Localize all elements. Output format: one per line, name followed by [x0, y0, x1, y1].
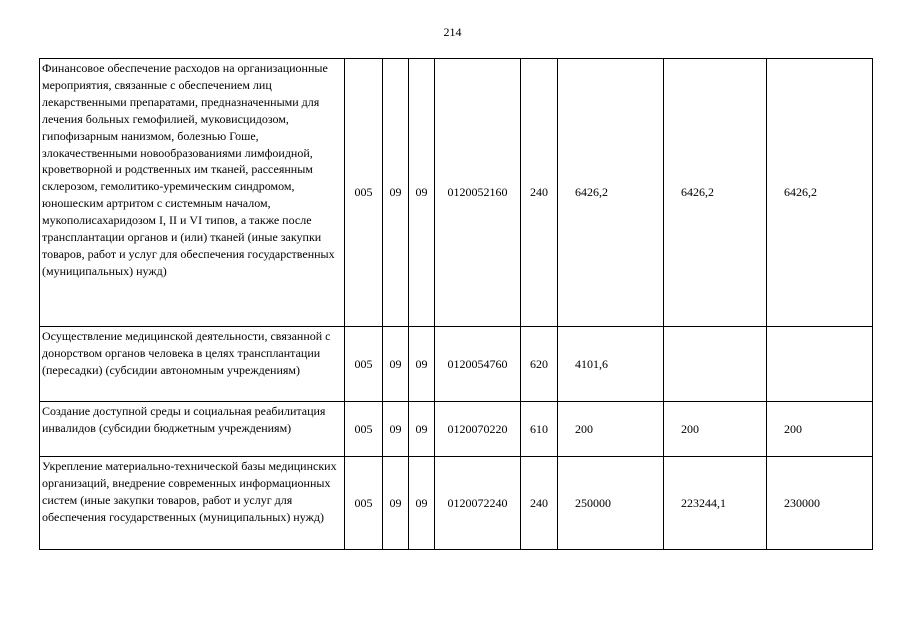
- amount-year-3-cell: 200: [767, 402, 873, 457]
- section-code-cell: 09: [383, 402, 409, 457]
- amount-year-3-cell: 6426,2: [767, 59, 873, 327]
- subsection-code-cell: 09: [409, 327, 435, 402]
- amount-year-2-cell: 223244,1: [664, 457, 767, 550]
- ministry-code-cell: 005: [345, 457, 383, 550]
- expense-type-cell: 240: [521, 457, 558, 550]
- subsection-code-cell: 09: [409, 402, 435, 457]
- page-number: 214: [443, 25, 462, 39]
- row-name-cell: Осуществление медицинской деятельности, связанной с донорством органов человека в целях трансплантации (пересадки) (субсидии автономным учреждениям): [40, 327, 345, 402]
- row-name-cell: Укрепление материально-технической базы медицинских организаций, внедрение современных информационных систем (иные закупки товаров, работ и услуг для обеспечения государственных (муниципальных) нужд): [40, 457, 345, 550]
- expense-type-cell: 610: [521, 402, 558, 457]
- target-article-cell: 0120054760: [435, 327, 521, 402]
- target-article-cell: 0120072240: [435, 457, 521, 550]
- expense-type-cell: 620: [521, 327, 558, 402]
- amount-year-2-cell: 200: [664, 402, 767, 457]
- amount-year-1-cell: 200: [558, 402, 664, 457]
- amount-year-1-cell: 4101,6: [558, 327, 664, 402]
- section-code-cell: 09: [383, 327, 409, 402]
- budget-table: [39, 58, 873, 550]
- amount-year-2-cell: 6426,2: [664, 59, 767, 327]
- amount-year-3-cell: [767, 327, 873, 402]
- section-code-cell: 09: [383, 59, 409, 327]
- amount-year-3-cell: 230000: [767, 457, 873, 550]
- amount-year-2-cell: [664, 327, 767, 402]
- amount-year-1-cell: 250000: [558, 457, 664, 550]
- subsection-code-cell: 09: [409, 457, 435, 550]
- section-code-cell: 09: [383, 457, 409, 550]
- row-name-cell: Создание доступной среды и социальная реабилитация инвалидов (субсидии бюджетным учреждениям): [40, 402, 345, 457]
- target-article-cell: 0120070220: [435, 402, 521, 457]
- table-row: [40, 327, 873, 402]
- row-name-cell: Финансовое обеспечение расходов на организационные мероприятия, связанные с обеспечением лиц лекарственными препаратами, предназначенными для лечения больных гемофилией, муковисцидозом, гипофизарным нанизмом, болезнью Гоше, злокачественными новообразованиями лимфоидной, кроветворной и родственных им тканей, рассеянным склерозом, гемолитико-уремическим синдромом, юношеским артритом с системным началом, мукополисахаридозом I, II и VI типов, а также после трансплантации органов и (или) тканей (иные закупки товаров, работ и услуг для обеспечения государственных (муниципальных) нужд): [40, 59, 345, 327]
- expense-type-cell: 240: [521, 59, 558, 327]
- ministry-code-cell: 005: [345, 327, 383, 402]
- table-row: [40, 59, 873, 327]
- subsection-code-cell: 09: [409, 59, 435, 327]
- amount-year-1-cell: 6426,2: [558, 59, 664, 327]
- ministry-code-cell: 005: [345, 59, 383, 327]
- table-row: [40, 457, 873, 550]
- table-row: [40, 402, 873, 457]
- ministry-code-cell: 005: [345, 402, 383, 457]
- target-article-cell: 0120052160: [435, 59, 521, 327]
